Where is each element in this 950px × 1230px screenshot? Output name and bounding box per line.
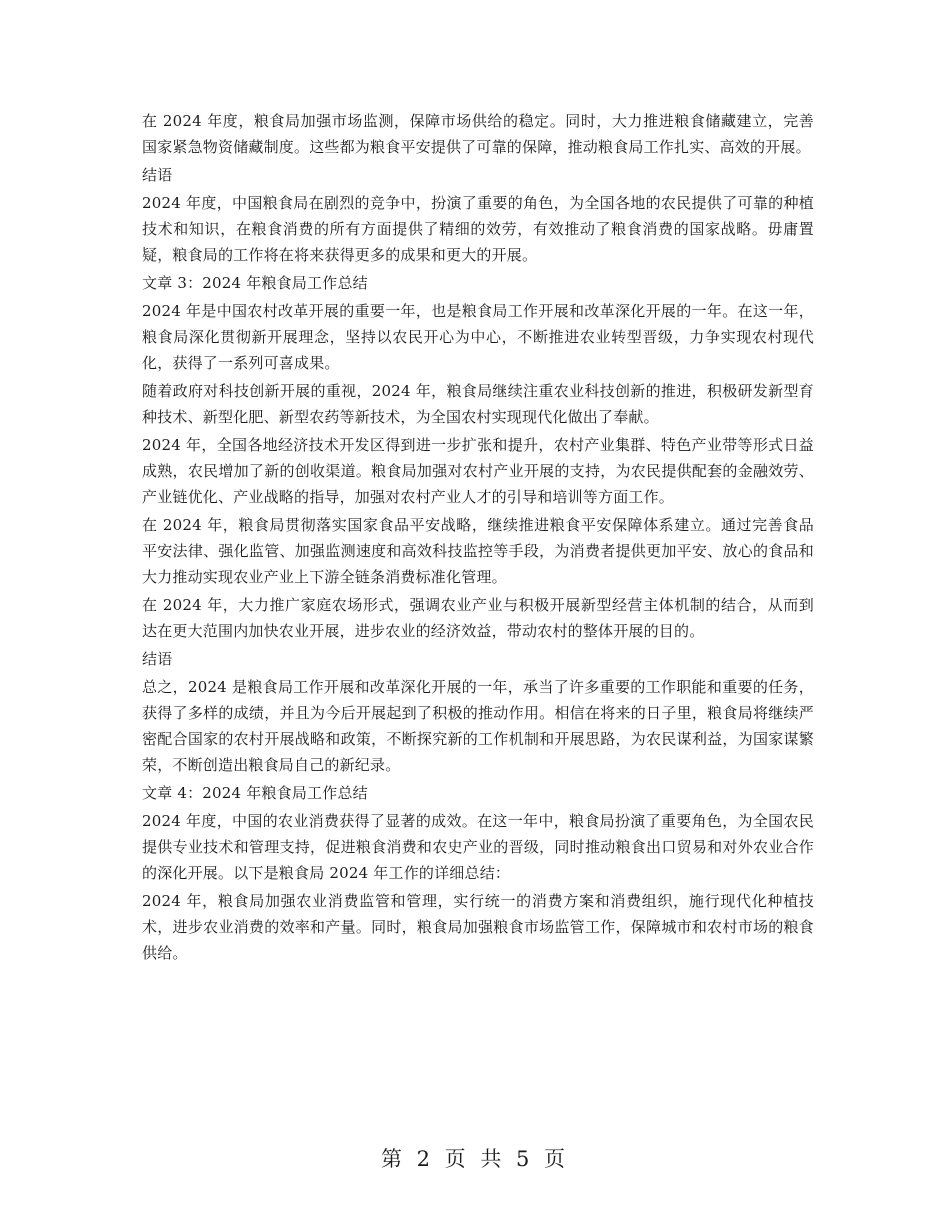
paragraph: 2024 年，全国各地经济技术开发区得到进一步扩张和提升，农村产业集群、特色产业带等形式日益成熟，农民增加了新的创收渠道。粮食局加强对农村产业开展的支持，为农民提供配套的金融效劳、产业链优化、产业战略的指导，加强对农村产业人才的引导和培训等方面工作。 bbox=[142, 436, 814, 506]
paragraph: 2024 年度，中国的农业消费获得了显著的成效。在这一年中，粮食局扮演了重要角色，为全国农民提供专业技术和管理支持，促进粮食消费和农史产业的晋级，同时推动粮食出口贸易和对外农业合作的深化开展。以下是粮食局 2024 年工作的详细总结： bbox=[142, 812, 814, 882]
page-number: 第 2 页 共 5 页 bbox=[380, 1147, 570, 1171]
document-body bbox=[142, 108, 814, 968]
paragraph: 2024 年度，中国粮食局在剧烈的竞争中，扮演了重要的角色，为全国各地的农民提供了可靠的种植技术和知识，在粮食消费的所有方面提供了精细的效劳，有效推动了粮食消费的国家战略。毋庸置疑，粮食局的工作将在将来获得更多的成果和更大的开展。 bbox=[142, 194, 814, 264]
article-title: 文章 3：2024 年粮食局工作总结 bbox=[142, 274, 368, 292]
paragraph: 在 2024 年度，粮食局加强市场监测，保障市场供给的稳定。同时，大力推进粮食储藏建立，完善国家紧急物资储藏制度。这些都为粮食平安提供了可靠的保障，推动粮食局工作扎实、高效的开展。 bbox=[142, 112, 814, 156]
paragraph: 2024 年是中国农村改革开展的重要一年，也是粮食局工作开展和改革深化开展的一年。在这一年，粮食局深化贯彻新开展理念，坚持以农民开心为中心，不断推进农业转型晋级，力争实现农村现代化，获得了一系列可喜成果。 bbox=[142, 302, 814, 372]
section-heading: 结语 bbox=[142, 166, 173, 184]
paragraph: 在 2024 年，粮食局贯彻落实国家食品平安战略，继续推进粮食平安保障体系建立。通过完善食品平安法律、强化监管、加强监测速度和高效科技监控等手段，为消费者提供更加平安、放心的食品和大力推动实现农业产业上下游全链条消费标准化管理。 bbox=[142, 516, 814, 586]
section-heading: 结语 bbox=[142, 650, 173, 668]
paragraph: 在 2024 年，大力推广家庭农场形式，强调农业产业与积极开展新型经营主体机制的结合，从而到达在更大范围内加快农业开展，进步农业的经济效益，带动农村的整体开展的目的。 bbox=[142, 596, 814, 640]
paragraph: 2024 年，粮食局加强农业消费监管和管理，实行统一的消费方案和消费组织，施行现代化种植技术，进步农业消费的效率和产量。同时，粮食局加强粮食市场监管工作，保障城市和农村市场的粮食供给。 bbox=[142, 892, 814, 962]
article-title: 文章 4：2024 年粮食局工作总结 bbox=[142, 784, 368, 802]
paragraph: 总之，2024 是粮食局工作开展和改革深化开展的一年，承当了许多重要的工作职能和重要的任务，获得了多样的成绩，并且为今后开展起到了积极的推动作用。相信在将来的日子里，粮食局将继续严密配合国家的农村开展战略和政策，不断探究新的工作机制和开展思路，为农民谋利益，为国家谋繁荣，不断创造出粮食局自己的新纪录。 bbox=[142, 678, 814, 774]
paragraph: 随着政府对科技创新开展的重视，2024 年，粮食局继续注重农业科技创新的推进，积极研发新型育种技术、新型化肥、新型农药等新技术，为全国农村实现现代化做出了奉献。 bbox=[142, 382, 814, 426]
